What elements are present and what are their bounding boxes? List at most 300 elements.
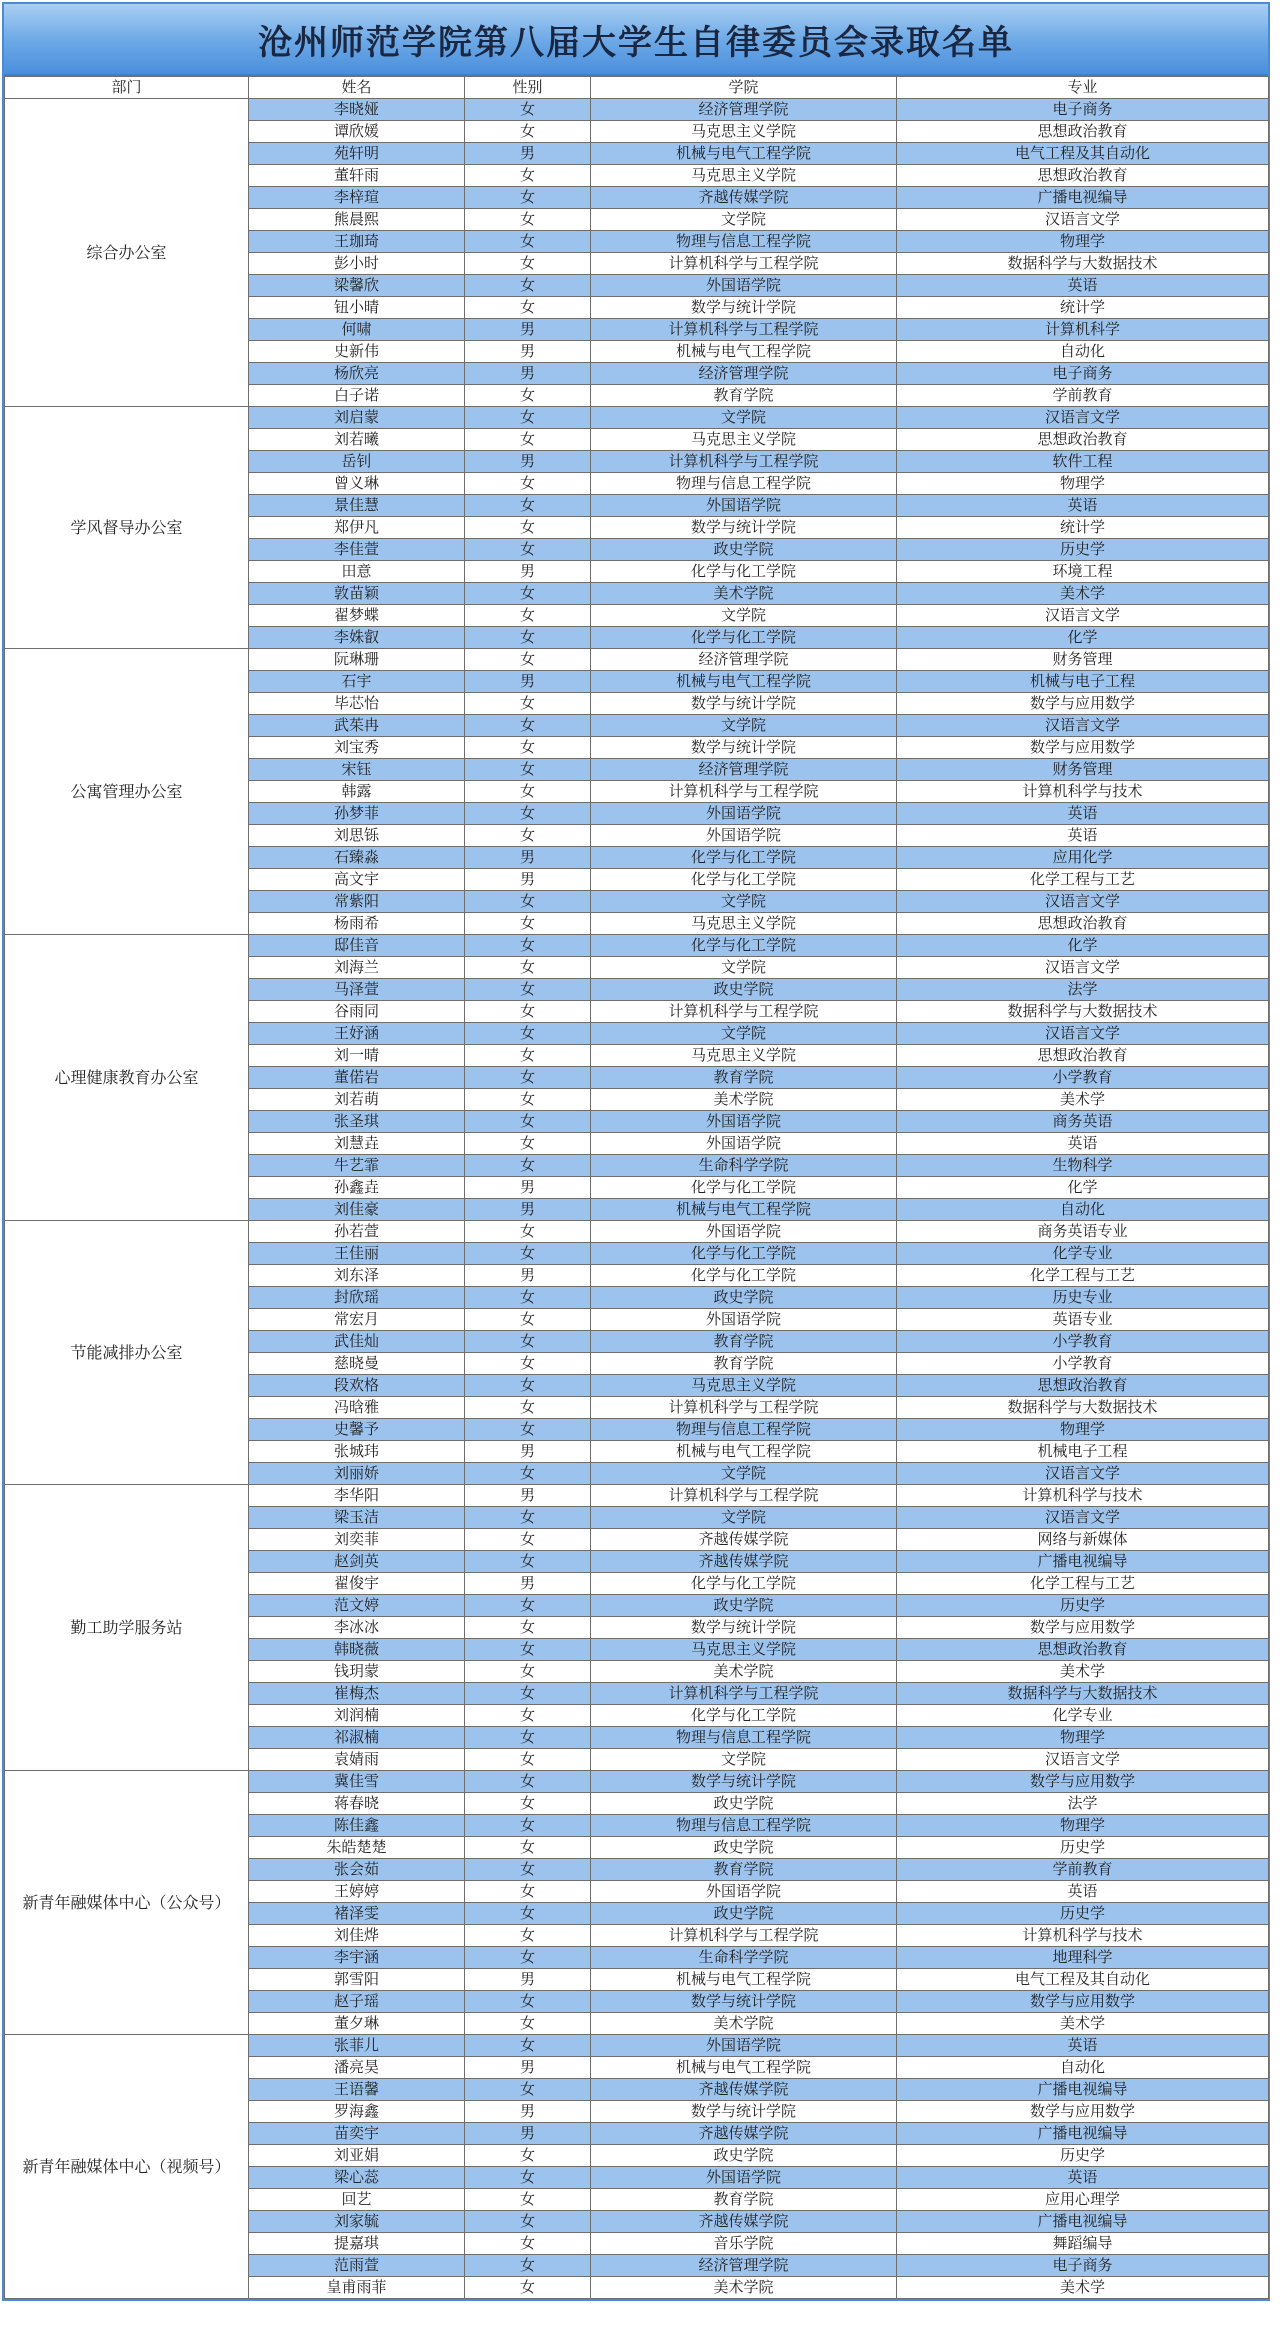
major-cell: 自动化 xyxy=(897,2057,1269,2079)
name-cell: 刘思铄 xyxy=(249,825,465,847)
major-cell: 数据科学与大数据技术 xyxy=(897,1397,1269,1419)
college-cell: 计算机科学与工程学院 xyxy=(591,781,897,803)
college-cell: 数学与统计学院 xyxy=(591,297,897,319)
college-cell: 外国语学院 xyxy=(591,803,897,825)
major-cell: 财务管理 xyxy=(897,649,1269,671)
gender-cell: 女 xyxy=(465,781,591,803)
college-cell: 物理与信息工程学院 xyxy=(591,231,897,253)
name-cell: 李梓瑄 xyxy=(249,187,465,209)
college-cell: 齐越传媒学院 xyxy=(591,187,897,209)
major-cell: 思想政治教育 xyxy=(897,121,1269,143)
major-cell: 网络与新媒体 xyxy=(897,1529,1269,1551)
gender-cell: 男 xyxy=(465,1441,591,1463)
name-cell: 谷雨同 xyxy=(249,1001,465,1023)
college-cell: 数学与统计学院 xyxy=(591,2101,897,2123)
college-cell: 马克思主义学院 xyxy=(591,1639,897,1661)
name-cell: 李晓娅 xyxy=(249,99,465,121)
major-cell: 物理学 xyxy=(897,1419,1269,1441)
department-cell: 公寓管理办公室 xyxy=(5,649,249,935)
major-cell: 软件工程 xyxy=(897,451,1269,473)
major-cell: 数据科学与大数据技术 xyxy=(897,253,1269,275)
college-cell: 文学院 xyxy=(591,891,897,913)
gender-cell: 女 xyxy=(465,1067,591,1089)
college-cell: 化学与化工学院 xyxy=(591,847,897,869)
college-cell: 文学院 xyxy=(591,209,897,231)
major-cell: 英语 xyxy=(897,2167,1269,2189)
college-cell: 齐越传媒学院 xyxy=(591,2211,897,2233)
header-department: 部门 xyxy=(5,77,249,99)
gender-cell: 女 xyxy=(465,759,591,781)
major-cell: 舞蹈编导 xyxy=(897,2233,1269,2255)
gender-cell: 女 xyxy=(465,2255,591,2277)
major-cell: 广播电视编导 xyxy=(897,2211,1269,2233)
name-cell: 刘若曦 xyxy=(249,429,465,451)
major-cell: 思想政治教育 xyxy=(897,1375,1269,1397)
major-cell: 化学工程与工艺 xyxy=(897,1573,1269,1595)
major-cell: 机械与电子工程 xyxy=(897,671,1269,693)
major-cell: 自动化 xyxy=(897,341,1269,363)
major-cell: 汉语言文学 xyxy=(897,957,1269,979)
gender-cell: 女 xyxy=(465,649,591,671)
college-cell: 美术学院 xyxy=(591,1089,897,1111)
name-cell: 武茱冉 xyxy=(249,715,465,737)
college-cell: 数学与统计学院 xyxy=(591,1771,897,1793)
college-cell: 马克思主义学院 xyxy=(591,165,897,187)
college-cell: 数学与统计学院 xyxy=(591,1617,897,1639)
major-cell: 数学与应用数学 xyxy=(897,1771,1269,1793)
college-cell: 计算机科学与工程学院 xyxy=(591,1485,897,1507)
name-cell: 李宇涵 xyxy=(249,1947,465,1969)
gender-cell: 女 xyxy=(465,1353,591,1375)
college-cell: 机械与电气工程学院 xyxy=(591,2057,897,2079)
name-cell: 郭雪阳 xyxy=(249,1969,465,1991)
gender-cell: 女 xyxy=(465,1243,591,1265)
gender-cell: 女 xyxy=(465,121,591,143)
name-cell: 梁玉洁 xyxy=(249,1507,465,1529)
department-cell: 节能减排办公室 xyxy=(5,1221,249,1485)
college-cell: 机械与电气工程学院 xyxy=(591,671,897,693)
major-cell: 化学工程与工艺 xyxy=(897,869,1269,891)
name-cell: 张菲儿 xyxy=(249,2035,465,2057)
major-cell: 法学 xyxy=(897,979,1269,1001)
name-cell: 王语馨 xyxy=(249,2079,465,2101)
college-cell: 外国语学院 xyxy=(591,1133,897,1155)
header-row xyxy=(5,77,1269,99)
college-cell: 数学与统计学院 xyxy=(591,1991,897,2013)
name-cell: 韩晓薇 xyxy=(249,1639,465,1661)
name-cell: 张会茹 xyxy=(249,1859,465,1881)
name-cell: 韩露 xyxy=(249,781,465,803)
college-cell: 外国语学院 xyxy=(591,1881,897,1903)
gender-cell: 男 xyxy=(465,847,591,869)
major-cell: 商务英语专业 xyxy=(897,1221,1269,1243)
name-cell: 谭欣媛 xyxy=(249,121,465,143)
major-cell: 历史学 xyxy=(897,1595,1269,1617)
college-cell: 数学与统计学院 xyxy=(591,693,897,715)
major-cell: 小学教育 xyxy=(897,1331,1269,1353)
major-cell: 汉语言文学 xyxy=(897,891,1269,913)
college-cell: 生命科学学院 xyxy=(591,1155,897,1177)
name-cell: 范文婷 xyxy=(249,1595,465,1617)
gender-cell: 男 xyxy=(465,143,591,165)
department-cell: 新青年融媒体中心（公众号） xyxy=(5,1771,249,2035)
college-cell: 文学院 xyxy=(591,1507,897,1529)
major-cell: 统计学 xyxy=(897,297,1269,319)
name-cell: 苗奕宇 xyxy=(249,2123,465,2145)
major-cell: 汉语言文学 xyxy=(897,407,1269,429)
college-cell: 政史学院 xyxy=(591,1903,897,1925)
gender-cell: 女 xyxy=(465,1001,591,1023)
college-cell: 教育学院 xyxy=(591,2189,897,2211)
gender-cell: 女 xyxy=(465,737,591,759)
gender-cell: 女 xyxy=(465,2035,591,2057)
college-cell: 物理与信息工程学院 xyxy=(591,1815,897,1837)
name-cell: 景佳慧 xyxy=(249,495,465,517)
gender-cell: 女 xyxy=(465,1397,591,1419)
name-cell: 范雨萱 xyxy=(249,2255,465,2277)
name-cell: 褚泽雯 xyxy=(249,1903,465,1925)
college-cell: 美术学院 xyxy=(591,583,897,605)
gender-cell: 女 xyxy=(465,1991,591,2013)
college-cell: 化学与化工学院 xyxy=(591,869,897,891)
name-cell: 董偌岩 xyxy=(249,1067,465,1089)
name-cell: 苑轩明 xyxy=(249,143,465,165)
gender-cell: 女 xyxy=(465,1771,591,1793)
department-cell: 勤工助学服务站 xyxy=(5,1485,249,1771)
name-cell: 熊晨熙 xyxy=(249,209,465,231)
gender-cell: 男 xyxy=(465,561,591,583)
gender-cell: 女 xyxy=(465,275,591,297)
name-cell: 高文宇 xyxy=(249,869,465,891)
gender-cell: 女 xyxy=(465,1837,591,1859)
college-cell: 音乐学院 xyxy=(591,2233,897,2255)
major-cell: 历史学 xyxy=(897,1837,1269,1859)
college-cell: 文学院 xyxy=(591,957,897,979)
gender-cell: 女 xyxy=(465,1595,591,1617)
name-cell: 崔梅杰 xyxy=(249,1683,465,1705)
college-cell: 经济管理学院 xyxy=(591,363,897,385)
gender-cell: 女 xyxy=(465,1815,591,1837)
gender-cell: 女 xyxy=(465,1331,591,1353)
major-cell: 电气工程及其自动化 xyxy=(897,1969,1269,1991)
gender-cell: 女 xyxy=(465,605,591,627)
name-cell: 朱皓楚楚 xyxy=(249,1837,465,1859)
gender-cell: 女 xyxy=(465,1133,591,1155)
gender-cell: 男 xyxy=(465,1573,591,1595)
major-cell: 环境工程 xyxy=(897,561,1269,583)
gender-cell: 女 xyxy=(465,1089,591,1111)
name-cell: 刘奕菲 xyxy=(249,1529,465,1551)
college-cell: 齐越传媒学院 xyxy=(591,1551,897,1573)
name-cell: 梁心蕊 xyxy=(249,2167,465,2189)
gender-cell: 男 xyxy=(465,2101,591,2123)
table-row xyxy=(5,1221,1269,1243)
gender-cell: 男 xyxy=(465,1969,591,1991)
name-cell: 陈佳鑫 xyxy=(249,1815,465,1837)
major-cell: 历史学 xyxy=(897,539,1269,561)
college-cell: 计算机科学与工程学院 xyxy=(591,1925,897,1947)
name-cell: 何啸 xyxy=(249,319,465,341)
name-cell: 封欣瑶 xyxy=(249,1287,465,1309)
major-cell: 学前教育 xyxy=(897,1859,1269,1881)
college-cell: 教育学院 xyxy=(591,1353,897,1375)
major-cell: 英语 xyxy=(897,803,1269,825)
college-cell: 外国语学院 xyxy=(591,1111,897,1133)
name-cell: 刘启蒙 xyxy=(249,407,465,429)
name-cell: 王佳丽 xyxy=(249,1243,465,1265)
college-cell: 马克思主义学院 xyxy=(591,429,897,451)
table-row xyxy=(5,2035,1269,2057)
major-cell: 广播电视编导 xyxy=(897,2123,1269,2145)
major-cell: 电子商务 xyxy=(897,363,1269,385)
gender-cell: 女 xyxy=(465,1881,591,1903)
college-cell: 化学与化工学院 xyxy=(591,1573,897,1595)
name-cell: 杨欣亮 xyxy=(249,363,465,385)
major-cell: 思想政治教育 xyxy=(897,1639,1269,1661)
name-cell: 王妤涵 xyxy=(249,1023,465,1045)
major-cell: 化学专业 xyxy=(897,1243,1269,1265)
college-cell: 机械与电气工程学院 xyxy=(591,1969,897,1991)
name-cell: 郑伊凡 xyxy=(249,517,465,539)
gender-cell: 女 xyxy=(465,583,591,605)
college-cell: 齐越传媒学院 xyxy=(591,1529,897,1551)
name-cell: 赵剑英 xyxy=(249,1551,465,1573)
major-cell: 化学 xyxy=(897,1177,1269,1199)
college-cell: 美术学院 xyxy=(591,2013,897,2035)
department-cell: 心理健康教育办公室 xyxy=(5,935,249,1221)
name-cell: 翟俊宇 xyxy=(249,1573,465,1595)
name-cell: 袁婧雨 xyxy=(249,1749,465,1771)
gender-cell: 女 xyxy=(465,957,591,979)
gender-cell: 男 xyxy=(465,1199,591,1221)
college-cell: 政史学院 xyxy=(591,539,897,561)
name-cell: 回艺 xyxy=(249,2189,465,2211)
gender-cell: 女 xyxy=(465,1155,591,1177)
table-row xyxy=(5,407,1269,429)
gender-cell: 女 xyxy=(465,2233,591,2255)
college-cell: 物理与信息工程学院 xyxy=(591,473,897,495)
gender-cell: 女 xyxy=(465,1529,591,1551)
name-cell: 钮小晴 xyxy=(249,297,465,319)
name-cell: 史新伟 xyxy=(249,341,465,363)
college-cell: 物理与信息工程学院 xyxy=(591,1727,897,1749)
name-cell: 杨雨希 xyxy=(249,913,465,935)
gender-cell: 女 xyxy=(465,539,591,561)
major-cell: 思想政治教育 xyxy=(897,913,1269,935)
college-cell: 计算机科学与工程学院 xyxy=(591,451,897,473)
gender-cell: 女 xyxy=(465,627,591,649)
college-cell: 外国语学院 xyxy=(591,2167,897,2189)
gender-cell: 男 xyxy=(465,2123,591,2145)
name-cell: 刘家毓 xyxy=(249,2211,465,2233)
college-cell: 文学院 xyxy=(591,407,897,429)
college-cell: 化学与化工学院 xyxy=(591,1177,897,1199)
gender-cell: 女 xyxy=(465,1903,591,1925)
major-cell: 汉语言文学 xyxy=(897,605,1269,627)
college-cell: 机械与电气工程学院 xyxy=(591,341,897,363)
major-cell: 财务管理 xyxy=(897,759,1269,781)
college-cell: 外国语学院 xyxy=(591,825,897,847)
major-cell: 英语 xyxy=(897,1881,1269,1903)
gender-cell: 男 xyxy=(465,1485,591,1507)
college-cell: 齐越传媒学院 xyxy=(591,2123,897,2145)
major-cell: 应用心理学 xyxy=(897,2189,1269,2211)
name-cell: 刘一晴 xyxy=(249,1045,465,1067)
major-cell: 统计学 xyxy=(897,517,1269,539)
name-cell: 田意 xyxy=(249,561,465,583)
gender-cell: 女 xyxy=(465,1375,591,1397)
gender-cell: 男 xyxy=(465,869,591,891)
gender-cell: 女 xyxy=(465,1639,591,1661)
college-cell: 经济管理学院 xyxy=(591,99,897,121)
college-cell: 文学院 xyxy=(591,1023,897,1045)
major-cell: 化学 xyxy=(897,935,1269,957)
major-cell: 计算机科学与技术 xyxy=(897,781,1269,803)
name-cell: 刘宝秀 xyxy=(249,737,465,759)
college-cell: 文学院 xyxy=(591,715,897,737)
name-cell: 刘慧垚 xyxy=(249,1133,465,1155)
major-cell: 物理学 xyxy=(897,1815,1269,1837)
title-bar xyxy=(4,4,1268,76)
name-cell: 董轩雨 xyxy=(249,165,465,187)
name-cell: 刘润楠 xyxy=(249,1705,465,1727)
major-cell: 英语 xyxy=(897,825,1269,847)
college-cell: 机械与电气工程学院 xyxy=(591,143,897,165)
name-cell: 刘亚娟 xyxy=(249,2145,465,2167)
college-cell: 外国语学院 xyxy=(591,1221,897,1243)
major-cell: 汉语言文学 xyxy=(897,1463,1269,1485)
major-cell: 美术学 xyxy=(897,1661,1269,1683)
major-cell: 物理学 xyxy=(897,231,1269,253)
header-college: 学院 xyxy=(591,77,897,99)
major-cell: 数学与应用数学 xyxy=(897,1991,1269,2013)
gender-cell: 女 xyxy=(465,2277,591,2299)
college-cell: 化学与化工学院 xyxy=(591,935,897,957)
major-cell: 电气工程及其自动化 xyxy=(897,143,1269,165)
gender-cell: 女 xyxy=(465,2211,591,2233)
college-cell: 齐越传媒学院 xyxy=(591,2079,897,2101)
gender-cell: 女 xyxy=(465,209,591,231)
name-cell: 张圣琪 xyxy=(249,1111,465,1133)
major-cell: 法学 xyxy=(897,1793,1269,1815)
college-cell: 教育学院 xyxy=(591,1067,897,1089)
gender-cell: 女 xyxy=(465,165,591,187)
header-name: 姓名 xyxy=(249,77,465,99)
major-cell: 数学与应用数学 xyxy=(897,2101,1269,2123)
college-cell: 外国语学院 xyxy=(591,1309,897,1331)
name-cell: 刘若萌 xyxy=(249,1089,465,1111)
college-cell: 机械与电气工程学院 xyxy=(591,1441,897,1463)
gender-cell: 女 xyxy=(465,1859,591,1881)
name-cell: 慈晓曼 xyxy=(249,1353,465,1375)
department-cell: 学风督导办公室 xyxy=(5,407,249,649)
name-cell: 常紫阳 xyxy=(249,891,465,913)
major-cell: 小学教育 xyxy=(897,1353,1269,1375)
gender-cell: 女 xyxy=(465,1111,591,1133)
name-cell: 石臻淼 xyxy=(249,847,465,869)
name-cell: 段欢格 xyxy=(249,1375,465,1397)
major-cell: 数据科学与大数据技术 xyxy=(897,1683,1269,1705)
gender-cell: 女 xyxy=(465,2079,591,2101)
name-cell: 牛艺霏 xyxy=(249,1155,465,1177)
major-cell: 数学与应用数学 xyxy=(897,693,1269,715)
major-cell: 历史学 xyxy=(897,1903,1269,1925)
name-cell: 钱玥蒙 xyxy=(249,1661,465,1683)
college-cell: 文学院 xyxy=(591,1749,897,1771)
gender-cell: 女 xyxy=(465,1023,591,1045)
college-cell: 文学院 xyxy=(591,1463,897,1485)
major-cell: 计算机科学 xyxy=(897,319,1269,341)
gender-cell: 女 xyxy=(465,473,591,495)
college-cell: 外国语学院 xyxy=(591,495,897,517)
name-cell: 李姝叡 xyxy=(249,627,465,649)
gender-cell: 女 xyxy=(465,979,591,1001)
college-cell: 计算机科学与工程学院 xyxy=(591,1001,897,1023)
college-cell: 数学与统计学院 xyxy=(591,737,897,759)
major-cell: 英语专业 xyxy=(897,1309,1269,1331)
college-cell: 政史学院 xyxy=(591,2145,897,2167)
name-cell: 刘海兰 xyxy=(249,957,465,979)
table-row xyxy=(5,935,1269,957)
gender-cell: 女 xyxy=(465,1507,591,1529)
name-cell: 刘佳豪 xyxy=(249,1199,465,1221)
college-cell: 化学与化工学院 xyxy=(591,1265,897,1287)
name-cell: 刘东泽 xyxy=(249,1265,465,1287)
college-cell: 政史学院 xyxy=(591,1793,897,1815)
major-cell: 广播电视编导 xyxy=(897,2079,1269,2101)
name-cell: 曾义琳 xyxy=(249,473,465,495)
gender-cell: 女 xyxy=(465,2189,591,2211)
name-cell: 提嘉琪 xyxy=(249,2233,465,2255)
gender-cell: 女 xyxy=(465,693,591,715)
name-cell: 宋钰 xyxy=(249,759,465,781)
college-cell: 经济管理学院 xyxy=(591,759,897,781)
name-cell: 刘丽娇 xyxy=(249,1463,465,1485)
gender-cell: 男 xyxy=(465,451,591,473)
gender-cell: 女 xyxy=(465,825,591,847)
name-cell: 梁馨欣 xyxy=(249,275,465,297)
major-cell: 数据科学与大数据技术 xyxy=(897,1001,1269,1023)
gender-cell: 女 xyxy=(465,407,591,429)
major-cell: 化学专业 xyxy=(897,1705,1269,1727)
gender-cell: 男 xyxy=(465,319,591,341)
major-cell: 汉语言文学 xyxy=(897,209,1269,231)
major-cell: 思想政治教育 xyxy=(897,429,1269,451)
gender-cell: 女 xyxy=(465,1793,591,1815)
college-cell: 经济管理学院 xyxy=(591,2255,897,2277)
name-cell: 蒋春晓 xyxy=(249,1793,465,1815)
name-cell: 阮琳珊 xyxy=(249,649,465,671)
gender-cell: 女 xyxy=(465,495,591,517)
major-cell: 汉语言文学 xyxy=(897,715,1269,737)
major-cell: 美术学 xyxy=(897,2013,1269,2035)
major-cell: 英语 xyxy=(897,275,1269,297)
major-cell: 数学与应用数学 xyxy=(897,1617,1269,1639)
major-cell: 广播电视编导 xyxy=(897,1551,1269,1573)
name-cell: 王珈琦 xyxy=(249,231,465,253)
major-cell: 英语 xyxy=(897,495,1269,517)
major-cell: 思想政治教育 xyxy=(897,1045,1269,1067)
gender-cell: 女 xyxy=(465,1419,591,1441)
major-cell: 英语 xyxy=(897,2035,1269,2057)
gender-cell: 女 xyxy=(465,1287,591,1309)
major-cell: 思想政治教育 xyxy=(897,165,1269,187)
college-cell: 政史学院 xyxy=(591,1595,897,1617)
college-cell: 外国语学院 xyxy=(591,2035,897,2057)
college-cell: 教育学院 xyxy=(591,1331,897,1353)
gender-cell: 男 xyxy=(465,341,591,363)
college-cell: 政史学院 xyxy=(591,1287,897,1309)
